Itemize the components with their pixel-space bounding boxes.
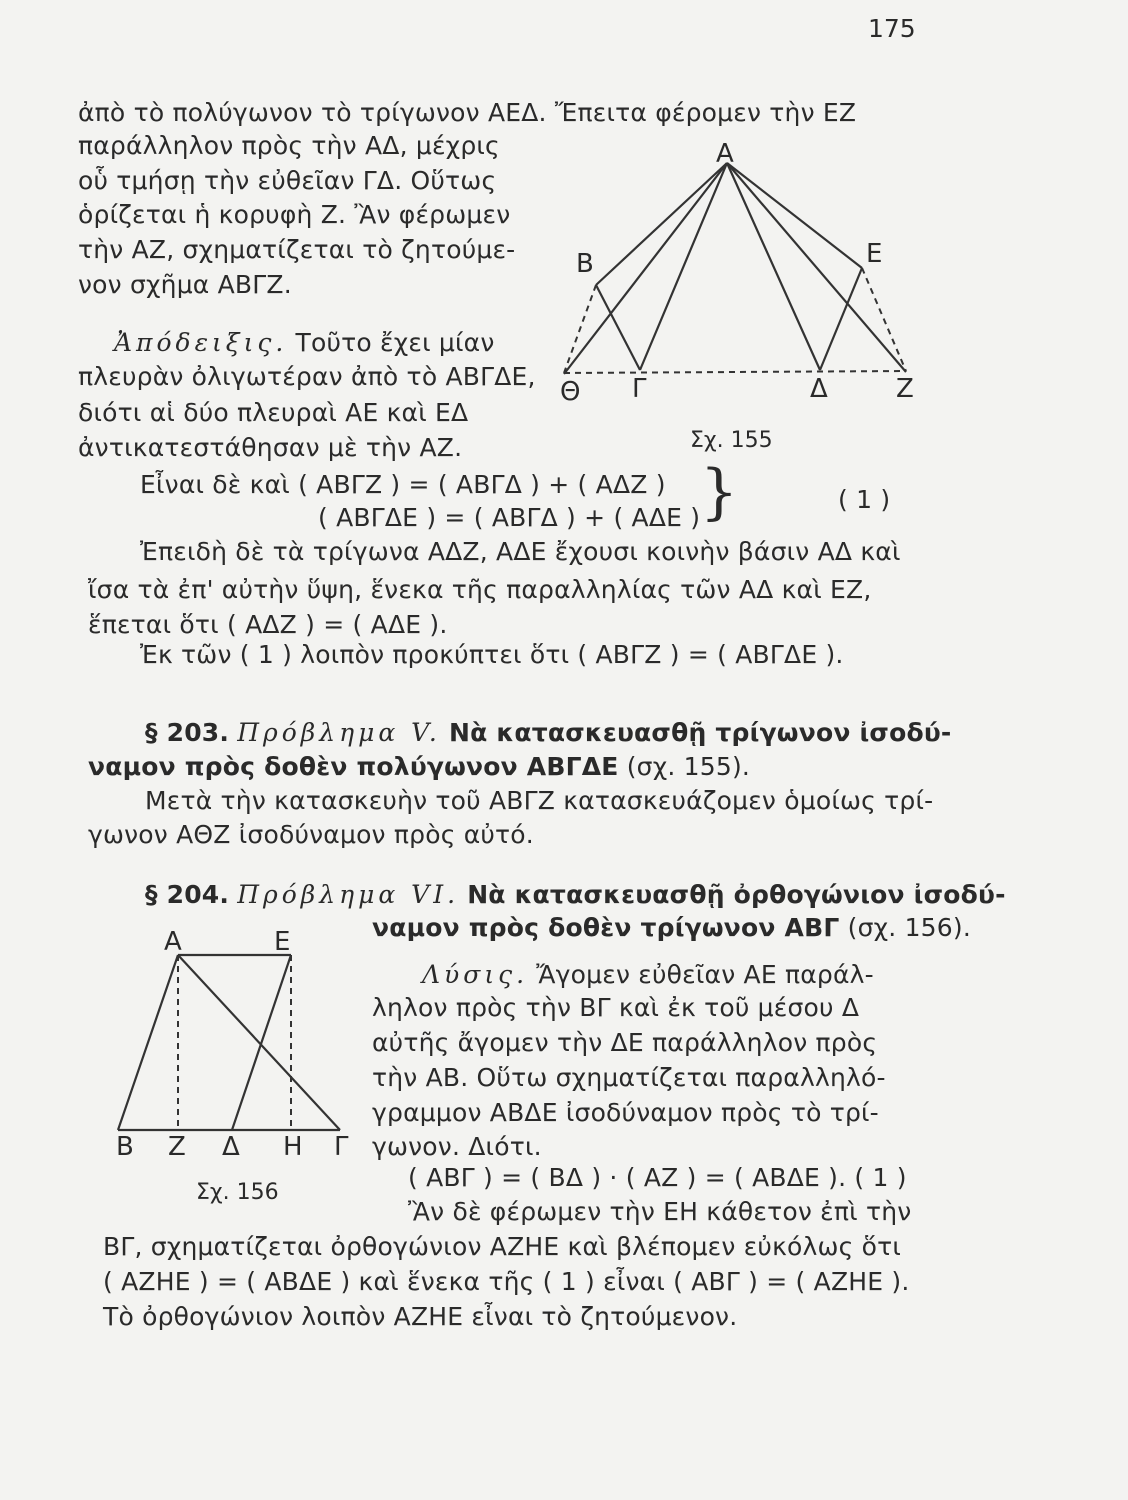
- para2-line-2: ἴσα τὰ ἐπ' αὐτὴν ὕψη, ἕνεκα τῆς παραλληλίας τῶν ΑΔ καὶ ΕΖ,: [88, 575, 872, 604]
- fig156-label-D: Δ: [222, 1132, 240, 1162]
- sec204-solution-label: Λύσις.: [422, 960, 529, 989]
- sec204-title-1: Νὰ κατασκευασθῇ ὀρθογώνιον ἰσοδύ-: [467, 880, 1006, 909]
- fig156-label-B: Β: [116, 1132, 134, 1162]
- sec203-body-line-2: γωνον ΑΘΖ ἰσοδύναμον πρὸς αὐτό.: [88, 820, 534, 849]
- sec204-equation: ( ΑΒΓ ) = ( ΒΔ ) · ( ΑΖ ) = ( ΑΒΔΕ ). ( 1 ): [408, 1163, 907, 1192]
- para1-line-2: παράλληλον πρὸς τὴν ΑΔ, μέχρις: [78, 131, 500, 160]
- sec204-tail-line-3: ( ΑΖΗΕ ) = ( ΑΒΔΕ ) καὶ ἕνεκα τῆς ( 1 ) εἶναι ( ΑΒΓ ) = ( ΑΖΗΕ ).: [103, 1267, 910, 1296]
- fig156-label-E: Ε: [274, 927, 291, 957]
- sec204-solution-line-3: αὐτῆς ἄγομεν τὴν ΔΕ παράλληλον πρὸς: [372, 1028, 878, 1057]
- sec204-number: § 204.: [145, 880, 230, 909]
- para1-line-3: οὗ τμήσῃ τὴν εὐθεῖαν ΓΔ. Οὕτως: [78, 166, 497, 195]
- sec204-solution-line-4: τὴν ΑΒ. Οὕτω σχηματίζεται παραλληλό-: [372, 1063, 886, 1092]
- fig155-label-B: Β: [576, 249, 594, 279]
- fig155-label-Th: Θ: [560, 377, 581, 407]
- proof-line-4: ἀντικατεστάθησαν μὲ τὴν ΑΖ.: [78, 433, 463, 462]
- fig155-caption: Σχ. 155: [690, 428, 773, 453]
- sec204-label: Πρόβλημα VI.: [237, 880, 460, 909]
- sec203-label: Πρόβλημα V.: [237, 718, 441, 747]
- fig156-label-G: Γ: [334, 1132, 349, 1162]
- proof-first-rest: Τοῦτο ἔχει μίαν: [295, 328, 495, 357]
- page-number: 175: [868, 14, 916, 43]
- sec204-solution-line-6: γωνον. Διότι.: [372, 1132, 542, 1161]
- fig156-label-H: Η: [283, 1132, 303, 1162]
- sec203-number: § 203.: [145, 718, 230, 747]
- equation-1-brace: }: [700, 457, 739, 527]
- fig156-segment-AB: [118, 955, 178, 1130]
- fig155-label-Z: Ζ: [896, 374, 914, 404]
- para1-line-1: ἀπὸ τὸ πολύγωνον τὸ τρίγωνον ΑΕΔ. Ἔπειτα φέρομεν τὴν ΕΖ: [78, 98, 857, 127]
- para1-line-6: νον σχῆμα ΑΒΓΖ.: [78, 270, 292, 299]
- sec204-solution-line-2: ληλον πρὸς τὴν ΒΓ καὶ ἐκ τοῦ μέσου Δ: [372, 993, 860, 1022]
- sec203-ref: (σχ. 155).: [626, 752, 751, 781]
- equation-1-line-2: ( ΑΒΓΔΕ ) = ( ΑΒΓΔ ) + ( ΑΔΕ ): [318, 503, 701, 532]
- equation-1-line-1: Εἶναι δὲ καὶ ( ΑΒΓΖ ) = ( ΑΒΓΔ ) + ( ΑΔΖ ): [140, 470, 666, 499]
- sec204-ref: (σχ. 156).: [847, 913, 971, 942]
- sec203-title-1: Νὰ κατασκευασθῇ τρίγωνον ἰσοδύ-: [448, 718, 952, 747]
- fig155-label-E: Ε: [866, 239, 883, 269]
- sec204-title-2: ναμον πρὸς δοθὲν τρίγωνον ΑΒΓ: [372, 913, 840, 942]
- sec203-title-2: ναμον πρὸς δοθὲν πολύγωνον ΑΒΓΔΕ: [88, 752, 619, 781]
- fig156-segment-AG: [178, 955, 340, 1130]
- fig156-caption: Σχ. 156: [196, 1180, 279, 1205]
- para1-line-5: τὴν ΑΖ, σχηματίζεται τὸ ζητούμε-: [78, 235, 516, 264]
- para2-line-4: Ἐκ τῶν ( 1 ) λοιπὸν προκύπτει ὅτι ( ΑΒΓΖ ) = ( ΑΒΓΔΕ ).: [140, 640, 844, 669]
- para1-line-4: ὁρίζεται ἡ κορυφὴ Ζ. Ἂν φέρωμεν: [78, 200, 511, 229]
- fig155-label-A: Α: [716, 139, 734, 169]
- fig155-label-G: Γ: [632, 374, 647, 404]
- sec204-tail-line-4: Τὸ ὀρθογώνιον λοιπὸν ΑΖΗΕ εἶναι τὸ ζητούμενον.: [103, 1302, 738, 1331]
- sec204-solution-line-5: γραμμον ΑΒΔΕ ἰσοδύναμον πρὸς τὸ τρί-: [372, 1098, 879, 1127]
- proof-label: Ἀπόδειξις.: [114, 328, 288, 357]
- proof-line-3: διότι αἱ δύο πλευραὶ ΑΕ καὶ ΕΔ: [78, 398, 469, 427]
- equation-1-tag: ( 1 ): [838, 485, 891, 514]
- para2-line-1: Ἐπειδὴ δὲ τὰ τρίγωνα ΑΔΖ, ΑΔΕ ἔχουσι κοινὴν βάσιν ΑΔ καὶ: [140, 537, 901, 566]
- proof-line-2: πλευρὰν ὀλιγωτέραν ἀπὸ τὸ ΑΒΓΔΕ,: [78, 362, 536, 391]
- fig156-segment-ED: [232, 955, 291, 1130]
- fig155-label-D: Δ: [810, 374, 828, 404]
- sec204-solution-first: Ἄγομεν εὐθεῖαν ΑΕ παράλ-: [536, 960, 874, 989]
- sec203-body-line-1: Μετὰ τὴν κατασκευὴν τοῦ ΑΒΓΖ κατασκευάζομεν ὁμοίως τρί-: [145, 786, 934, 815]
- sec204-tail-line-1: Ἂν δὲ φέρωμεν τὴν ΕΗ κάθετον ἐπὶ τὴν: [408, 1197, 912, 1226]
- fig156-label-Z: Ζ: [168, 1132, 186, 1162]
- sec204-tail-line-2: ΒΓ, σχηματίζεται ὀρθογώνιον ΑΖΗΕ καὶ βλέπομεν εὐκόλως ὅτι: [103, 1232, 902, 1261]
- fig156-label-A: Α: [164, 927, 182, 957]
- para2-line-3: ἕπεται ὅτι ( ΑΔΖ ) = ( ΑΔΕ ).: [88, 610, 448, 639]
